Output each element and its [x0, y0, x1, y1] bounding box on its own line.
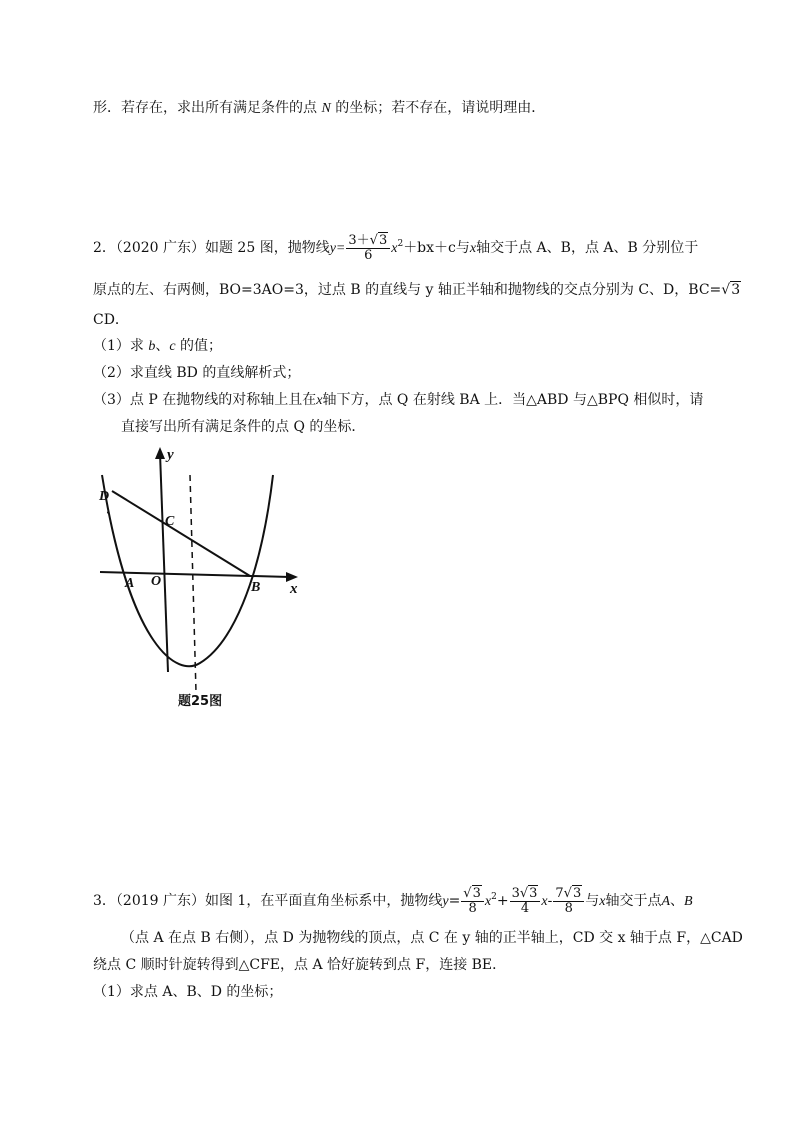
q3-minus: -	[547, 893, 553, 909]
q3-tail: 轴交于点	[605, 893, 662, 909]
q2-x-var: x	[391, 241, 398, 256]
q2-sub1	[93, 336, 222, 357]
q3-plus: +	[496, 893, 509, 909]
q2-sub3-b: 轴下方，点 Q 在射线 BA 上．当△ABD 与△BPQ 相似时，请	[322, 392, 704, 408]
q2-line2: 原点的左、右两侧，BO=3AO=3，过点 B 的直线与 y 轴正半轴和抛物线的交点分别为 C、D，BC=	[93, 282, 722, 298]
q2-x-sup: 2	[397, 239, 404, 249]
parabola-figure	[90, 445, 320, 710]
q3-f1-sqrt: 3	[472, 885, 481, 901]
q2-frac-den: 6	[364, 247, 373, 263]
q2-sub3-x: x	[316, 393, 323, 408]
q3-f1-den: 8	[468, 900, 477, 916]
point-o-label: O	[151, 574, 162, 589]
q2-sub1-a: （1）求	[93, 338, 149, 354]
point-a-label: A	[125, 576, 135, 591]
q3-pa: A	[661, 894, 671, 909]
q3-x3: x	[599, 894, 606, 909]
point-b-label: B	[251, 580, 261, 595]
line-bd	[112, 491, 250, 576]
q2-sub1-d: c	[169, 339, 176, 354]
q3-f2-num-a: 3	[511, 885, 520, 901]
q3-sub1: （1）求点 A、B、D 的坐标；	[93, 984, 283, 1000]
q2-lead: 2．（2020 广东）如题 25 图，抛物线	[93, 240, 330, 256]
q3-f2-sqrt: 3	[529, 885, 538, 901]
q2-sub3-line2: 直接写出所有满足条件的点 Q 的坐标．	[121, 419, 366, 435]
q3-sep: 、	[670, 893, 685, 909]
q2-x-var2: x	[469, 241, 477, 256]
q3-stem-line2: （点 A 在点 B 右侧），点 D 为抛物线的顶点，点 C 在 y 轴的正半轴上，CD 交 x 轴于点 F，△CAD	[121, 930, 743, 946]
q1-tail-var-n: N	[321, 101, 331, 116]
q3-x1-sup: 2	[491, 892, 497, 902]
q2-mid: ＋bx＋c与	[403, 240, 470, 256]
q2-frac-num-sqrt: 3	[378, 232, 388, 248]
q3-f3-sqrt: 3	[572, 885, 582, 901]
y-axis-arrow	[155, 447, 165, 459]
parabola-curve	[102, 475, 273, 666]
q3-eq: =	[448, 893, 461, 909]
q3-x2: x	[541, 894, 548, 909]
q3-f2-den: 4	[520, 900, 530, 916]
q2-sub1-e: 的值；	[175, 338, 223, 354]
q1-tail-text-a: 形．若存在，求出所有满足条件的点	[93, 100, 322, 116]
q2-line2-sqrt: 3	[731, 282, 741, 298]
x-axis-label: x	[290, 581, 298, 597]
q3-frac2: $\frac{3√3}{4}$	[510, 887, 541, 916]
q3-f3-den: 8	[564, 900, 573, 916]
q3-stem-line1	[93, 884, 693, 916]
q2-stem-line3: CD．	[93, 312, 129, 328]
q2-y-eq: y=	[329, 241, 346, 256]
q2-coef-fraction: $\frac{3+√3}{6}$	[346, 234, 390, 263]
q2-frac-num-a: 3＋	[348, 232, 370, 248]
q2-sub3-a: （3）点 P 在抛物线的对称轴上且在	[93, 392, 317, 408]
q2-sub1-b: b	[148, 339, 156, 354]
q3-with: 与	[585, 893, 600, 909]
q2-stem-line2: 原点的左、右两侧，BO=3AO=3，过点 B 的直线与 y 轴正半轴和抛物线的交点分别为 C、D，BC=√3	[93, 282, 741, 298]
q3-frac1: $\frac{√3}{8}$	[461, 887, 484, 916]
q3-x1: x	[484, 894, 492, 909]
q2-tail: 轴交于点 A、B，点 A、B 分别位于	[476, 240, 699, 256]
q3-stem-line3: 绕点 C 顺时针旋转得到△CFE，点 A 恰好旋转到点 F，连接 BE．	[93, 957, 507, 973]
q3-lead: 3．（2019 广东）如图 1，在平面直角坐标系中，抛物线	[93, 893, 443, 909]
q3-y: y	[442, 894, 449, 909]
q3-pb: B	[684, 894, 693, 909]
figure-caption: 题25图	[178, 694, 223, 709]
y-axis	[160, 453, 168, 672]
q2-stem-line1	[93, 232, 698, 263]
symmetry-axis	[190, 475, 196, 692]
q3-frac3: $\frac{7√3}{8}$	[553, 887, 584, 916]
point-d-label: D	[99, 489, 110, 504]
q1-tail-text-b: 的坐标；若不存在，请说明理由．	[330, 100, 546, 116]
q2-sub1-c: 、	[155, 338, 170, 354]
q3-f3-num-a: 7	[555, 885, 564, 901]
stray-mark: ‘	[106, 510, 110, 521]
q2-sub2: （2）求直线 BD 的直线解析式；	[93, 365, 301, 381]
y-axis-label: y	[167, 447, 174, 463]
point-c-label: C	[165, 514, 175, 529]
q1-tail-line	[93, 98, 545, 119]
q2-sub3	[93, 390, 703, 411]
